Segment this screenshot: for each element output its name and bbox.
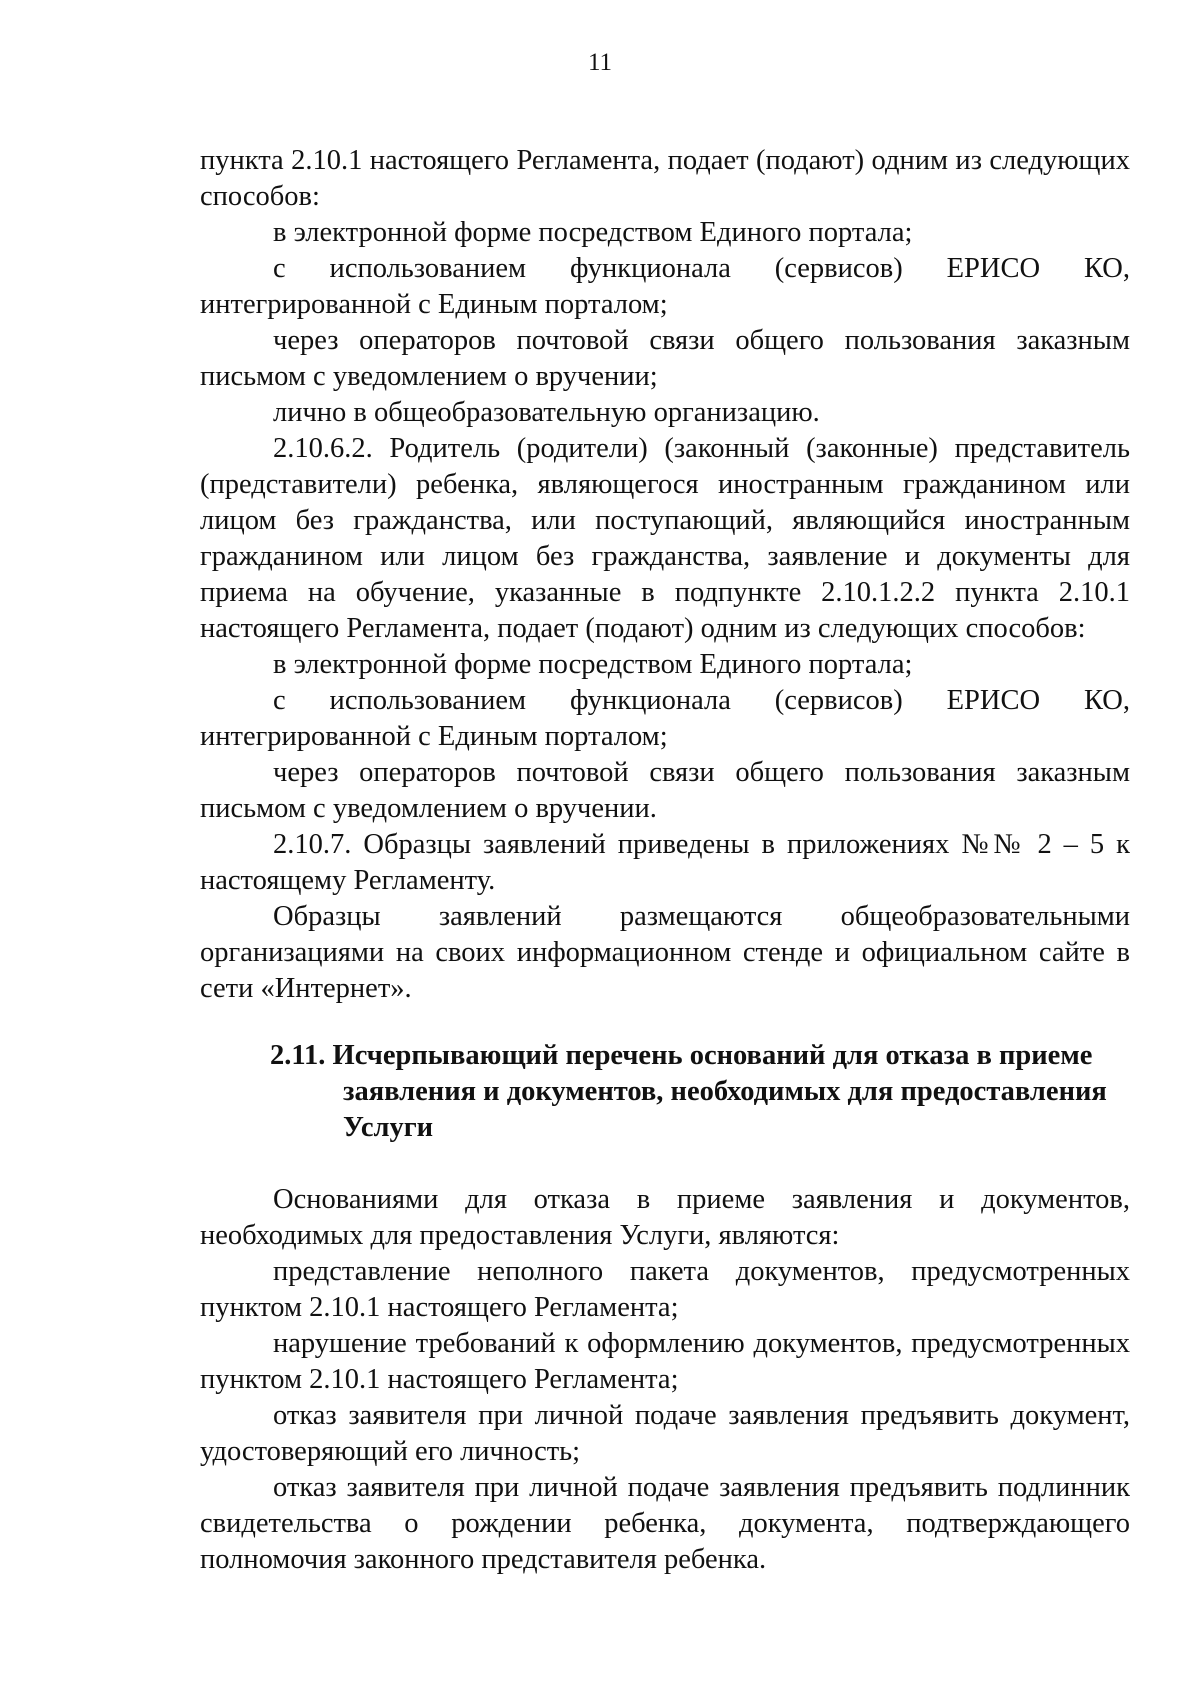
paragraph: в электронной форме посредством Единого портала; (273, 217, 913, 248)
paragraphs-before-heading (200, 143, 1130, 1007)
paragraphs-after-heading (200, 1182, 1130, 1578)
paragraph: в электронной форме посредством Единого портала; (273, 649, 913, 680)
paragraph: отказ заявителя при личной подаче заявления предъявить подлинник свидетельства о рождении ребенка, документа, подтверждающего полномочия законного представителя ребенка. (200, 1472, 1130, 1575)
paragraph: лично в общеобразовательную организацию. (273, 397, 820, 428)
paragraph: отказ заявителя при личной подаче заявления предъявить документ, удостоверяющий его личность; (200, 1400, 1130, 1467)
paragraph: нарушение требований к оформлению документов, предусмотренных пунктом 2.10.1 настоящего Регламента; (200, 1328, 1130, 1395)
paragraph: с использованием функционала (сервисов) ЕРИСО КО, интегрированной с Единым порталом; (200, 253, 1130, 320)
paragraph: через операторов почтовой связи общего пользования заказным письмом с уведомлением о вручении. (200, 757, 1130, 824)
paragraph: через операторов почтовой связи общего пользования заказным письмом с уведомлением о вручении; (200, 325, 1130, 392)
paragraph: с использованием функционала (сервисов) ЕРИСО КО, интегрированной с Единым порталом; (200, 685, 1130, 752)
document-body (200, 143, 1130, 1578)
paragraph: представление неполного пакета документов, предусмотренных пунктом 2.10.1 настоящего Регламента; (200, 1256, 1130, 1323)
paragraph: 2.10.7. Образцы заявлений приведены в приложениях №№ 2 – 5 к настоящему Регламенту. (200, 829, 1130, 896)
section-heading: 2.11. Исчерпывающий перечень оснований для отказа в приеме заявления и документов, необходимых для предоставления Услуги (270, 1040, 1107, 1143)
paragraph: Образцы заявлений размещаются общеобразовательными организациями на своих информационном стенде и официальном сайте в сети «Интернет». (200, 901, 1130, 1004)
page-number: 11 (587, 49, 613, 76)
paragraph: пункта 2.10.1 настоящего Регламента, подает (подают) одним из следующих способов: (200, 145, 1130, 212)
paragraph: 2.10.6.2. Родитель (родители) (законный (законные) представитель (представители) ребенка, являющегося иностранным гражданином или лицом без гражданства, или поступающий, являющийся иностранным гражданином или лицом без гражданства, заявление и документы для приема на обучение, указанные в подпункте 2.10.1.2.2 пункта 2.10.1 настоящего Регламента, подает (подают) одним из следующих способов: (200, 433, 1130, 644)
paragraph: Основаниями для отказа в приеме заявления и документов, необходимых для предоставления Услуги, являются: (200, 1184, 1130, 1251)
